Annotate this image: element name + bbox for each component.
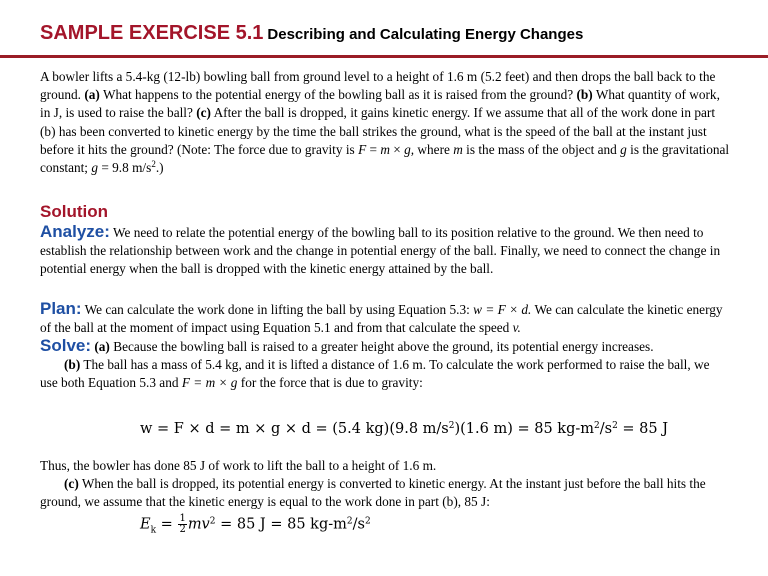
- eq1-slash: /s: [599, 421, 613, 437]
- note-f: F: [358, 141, 367, 157]
- note-eq: =: [366, 141, 381, 157]
- work-equation: [140, 421, 668, 437]
- exercise-subtitle: Describing and Calculating Energy Changes: [267, 26, 584, 43]
- header-rule: [0, 55, 768, 58]
- solve-c-label: (c): [64, 476, 79, 492]
- solve-a-text: Because the bowling ball is raised to a greater height above the ground, its potential energy increases.: [113, 339, 654, 354]
- part-c-text: After the ball is dropped, it gains kinetic energy. If we assume that all of the work done in part (b) has been converted to kinetic energy by the time the ball strikes the ground, what is the speed of the ball at the instant just before it hits the ground? (Note: The force due to gravity is: [40, 105, 716, 157]
- part-a-text: What happens to the potential energy of the bowling ball as it is raised from the ground?: [102, 87, 574, 103]
- note-exponent: 2: [151, 159, 156, 170]
- solve-part-a: [40, 337, 730, 356]
- note-m: m: [380, 141, 390, 157]
- eq1-right: = 85 J: [617, 421, 669, 437]
- note-times: ×: [389, 141, 405, 157]
- note-g3: g: [91, 160, 98, 176]
- note-where: where: [414, 141, 454, 157]
- analyze-label: Analyze:: [40, 222, 110, 241]
- analyze-text: We need to relate the potential energy of the bowling ball to its position relative to the ground. We then need to establish the relationship between work and the change in potential energy of the ball. Finally, we need to connect the change in potential energy when the ball is dropped with the kinetic energy attained by the ball.: [40, 225, 721, 277]
- eq1-exp2: 2: [594, 421, 600, 431]
- exercise-title: SAMPLE EXERCISE 5.1: [40, 22, 264, 44]
- solve-part-c: [40, 475, 730, 511]
- note-value: = 9.8 m/s: [98, 160, 152, 176]
- solve-part-b: [40, 356, 730, 392]
- eq2-den: 2: [179, 524, 186, 535]
- eq2-exp: 2: [209, 516, 216, 527]
- eq2-slash: /s: [352, 516, 365, 533]
- plan-label: Plan:: [40, 299, 82, 318]
- solve-c-text: When the ball is dropped, its potential energy is converted to kinetic energy. At the instant just before the ball hits the ground, we assume that the kinetic energy is equal to the work done in part (b), 85 J:: [40, 476, 706, 510]
- part-b-text: What quantity of work, in J, is used to raise the ball?: [40, 87, 720, 121]
- kinetic-energy-equation: [140, 514, 371, 535]
- thus-text: Thus, the bowler has done 85 J of work to lift the ball to a height of 1.6 m.: [40, 458, 437, 473]
- eq2-exp3: 2: [364, 516, 371, 527]
- plan-v: v.: [512, 320, 521, 336]
- eq2-sub: k: [150, 525, 157, 536]
- note-g: g,: [404, 141, 415, 157]
- eq2-exp2: 2: [346, 516, 353, 527]
- eq2-mv: mv: [187, 516, 210, 533]
- solve-b-text-2: for the force that is due to gravity:: [240, 375, 423, 391]
- eq2-e: E: [140, 516, 151, 533]
- solve-section: [40, 337, 730, 393]
- note-end: .): [155, 160, 164, 176]
- solution-heading: Solution: [40, 202, 108, 221]
- thus-and-part-c: [40, 457, 730, 512]
- eq1-exp: 2: [448, 421, 455, 431]
- eq1-left: w = F × d = m × g × d = (5.4 kg)(9.8 m/s: [140, 421, 449, 437]
- solve-label: Solve:: [40, 336, 92, 355]
- plan-equation: w = F × d.: [473, 302, 532, 317]
- eq1-mid: )(1.6 m) = 85 kg-m: [454, 421, 595, 437]
- solve-b-label: (b): [64, 357, 81, 373]
- eq2-equals: =: [156, 516, 178, 533]
- problem-intro: A bowler lifts a 5.4-kg (12-lb) bowling ball from ground level to a height of 1.6 m (5.2 feet) and then drops the ball back to the ground.: [40, 69, 716, 103]
- one-half-fraction: [178, 514, 186, 535]
- plan-text-1: We can calculate the work done in lifting the ball by using Equation 5.3:: [84, 302, 470, 317]
- note-mass: is the mass of the object and: [462, 141, 621, 157]
- exercise-header: [40, 22, 583, 45]
- eq1-exp3: 2: [612, 421, 618, 431]
- plan-section: [40, 300, 730, 337]
- part-c-label: (c): [196, 105, 211, 121]
- solve-b-text-1: The ball has a mass of 5.4 kg, and it is lifted a distance of 1.6 m. To calculate the work performed to raise the ball, we use both Equation 5.3 and: [40, 357, 710, 391]
- eq2-num: 1: [179, 513, 186, 524]
- problem-statement: [40, 68, 730, 177]
- analyze-section: [40, 223, 730, 279]
- part-a-label: (a): [84, 87, 100, 103]
- solve-b-equation: F = m × g: [181, 375, 238, 391]
- solve-a-label: (a): [94, 339, 110, 354]
- note-const: is the gravitational constant;: [40, 141, 730, 176]
- part-b-label: (b): [576, 87, 593, 103]
- note-g2: g: [620, 141, 627, 157]
- note-m2: m: [453, 141, 463, 157]
- plan-text-2: We can calculate the kinetic energy of the ball at the moment of impact using Equation 5.1 and from that calculate the speed: [40, 302, 723, 336]
- eq2-mid: = 85 J = 85 kg-m: [215, 516, 347, 533]
